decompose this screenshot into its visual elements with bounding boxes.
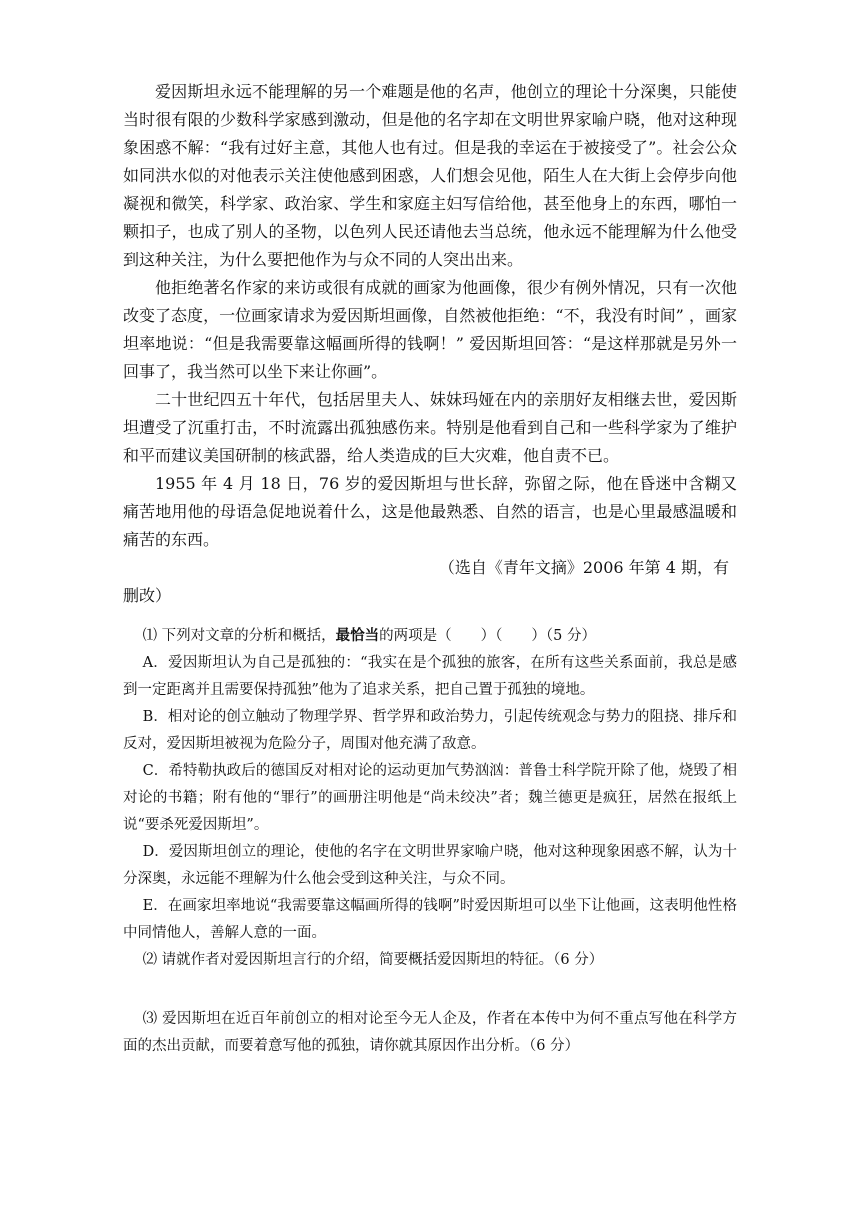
question-1-prefix: ⑴ 下列对文章的分析和概括， [142, 628, 336, 644]
source-citation-line2: 删改） [123, 586, 172, 605]
article-paragraph-1: 爱因斯坦永远不能理解的另一个难题是他的名声，他创立的理论十分深奥，只能使当时很有限的少数科学家感到激动，但是他的名字却在文明世界家喻户晓，他对这种现象困惑不解：“我有过好主意，其他人也有过。但是我的幸运在于被接受了”。社会公众如同洪水似的对他表示关注使他感到困惑，人们想会见他，陌生人在大街上会停步向他凝视和微笑，科学家、政治家、学生和家庭主妇写信给他，甚至他身上的东西，哪怕一颗扣子，也成了别人的圣物，以色列人民还请他去当总统，他永远不能理解为什么他受到这种关注，为什么要把他作为与众不同的人突出出来。 [123, 82, 737, 269]
question-1-emphasis: 最恰当 [335, 627, 380, 644]
option-e: E．在画家坦率地说“我需要靠这幅画所得的钱啊”时爱因斯坦可以坐下让他画，这表明他性格中同情他人，善解人意的一面。 [123, 898, 737, 941]
option-a: A．爱因斯坦认为自己是孤独的：“我实在是个孤独的旅客，在所有这些关系面前，我总是感到一定距离并且需要保持孤独”他为了追求关系，把自己置于孤独的境地。 [123, 655, 737, 698]
article-paragraph-2: 他拒绝著名作家的来访或很有成就的画家为他画像，很少有例外情况，只有一次他改变了态度，一位画家请求为爱因斯坦画像，自然被他拒绝：“不，我没有时间” ，画家坦率地说：“但是我需要靠这幅画所得的钱啊！” 爱因斯坦回答：“是这样那就是另外一回事了，我当然可以坐下来让你画”。 [123, 278, 737, 381]
article-paragraph-3: 二十世纪四五十年代，包括居里夫人、妹妹玛娅在内的亲朋好友相继去世，爱因斯坦遭受了沉重打击，不时流露出孤独感伤来。特别是他看到自己和一些科学家为了维护和平而建议美国研制的核武器，给人类造成的巨大灾难，他自责不已。 [123, 390, 737, 465]
option-d: D．爱因斯坦创立的理论，使他的名字在文明世界家喻户晓，他对这种现象困惑不解，认为十分深奥，永远能不理解为什么他会受到这种关注，与众不同。 [123, 844, 737, 887]
question-3: ⑶ 爱因斯坦在近百年前创立的相对论至今无人企及，作者在本传中为何不重点写他在科学方面的杰出贡献，而要着意写他的孤独，请你就其原因作出分析。（6 分） [123, 1011, 737, 1054]
source-citation-line1: （选自《青年文摘》2006 年第 4 期，有 [438, 558, 729, 577]
document-page [123, 78, 737, 1060]
question-1-stem [123, 622, 737, 650]
option-b: B．相对论的创立触动了物理学界、哲学界和政治势力，引起传统观念与势力的阻挠、排斥和反对，爱因斯坦被视为危险分子，周围对他充满了敌意。 [123, 709, 737, 752]
source-citation [123, 554, 737, 610]
question-2: ⑵ 请就作者对爱因斯坦言行的介绍，简要概括爱因斯坦的特征。（6 分） [142, 952, 604, 968]
option-c: C．希特勒执政后的德国反对相对论的运动更加气势汹汹：普鲁士科学院开除了他，烧毁了相对论的书籍；附有他的“罪行”的画册注明他是“尚未绞决”者；魏兰德更是疯狂，居然在报纸上说“要杀死爱因斯坦”。 [123, 763, 737, 833]
question-1-suffix: 的两项是（ ）（ ）（5 分） [379, 628, 597, 644]
article-paragraph-4: 1955 年 4 月 18 日，76 岁的爱因斯坦与世长辞，弥留之际，他在昏迷中含糊又痛苦地用他的母语急促地说着什么，这是他最熟悉、自然的语言，也是心里最感温暖和痛苦的东西。 [123, 474, 737, 549]
